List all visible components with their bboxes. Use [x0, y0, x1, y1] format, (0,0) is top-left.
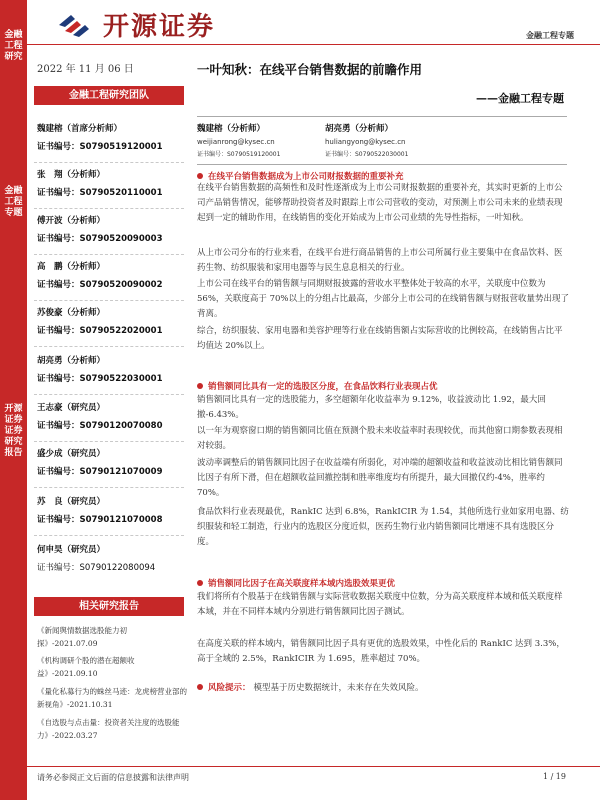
- paragraph: 以一年为观察窗口期的销售额同比值在预测个股未来收益率时表现较优，而其他窗口期参数表现相对较弱。: [197, 426, 563, 452]
- sidebar-label-topic: 金融工程专题: [4, 186, 23, 218]
- paragraph: 在高度关联的样本域内，销售额同比因子具有更优的选股效果，中性化后的 RankIC 达到 3.3%，高于全域的 2.5%，RankICIR 为 1.695，胜率超过 70%。: [197, 639, 565, 665]
- author-name: 魏建榕（分析师）: [197, 124, 266, 134]
- team-member-cert: 证书编号：S0790122080094: [37, 563, 156, 573]
- team-member: [37, 401, 187, 431]
- divider: [34, 300, 184, 301]
- team-member-name: 王志豪（研究员）: [37, 403, 106, 413]
- brand-name: 开源证券: [103, 12, 216, 42]
- paragraph: 销售额同比具有一定的选股能力，多空超额年化收益率为 9.12%，收益波动比 1.92，最大回撤-6.43%。: [197, 395, 546, 421]
- risk-text: 模型基于历史数据统计，未来存在失效风险。: [253, 683, 424, 693]
- team-member-cert: 证书编号：S0790121070009: [37, 467, 163, 477]
- related-report: 《机构调研个股的潜在超额收益》-2021.09.10: [37, 656, 135, 678]
- team-member-name: 魏建榕（首席分析师）: [37, 124, 123, 134]
- related-report: 《自选股与点击量：投资者关注度的选股能力》-2022.03.27: [37, 718, 180, 740]
- team-member-name: 苏 良（研究员）: [37, 497, 106, 507]
- section-heading-text: 销售额同比具有一定的选股区分度，在食品饮料行业表现占优: [208, 382, 438, 392]
- divider: [34, 487, 184, 488]
- team-member: [37, 354, 187, 384]
- section-heading: [197, 380, 438, 392]
- team-member: [37, 447, 187, 477]
- author-divider-top: [197, 116, 567, 117]
- page-number: 1 / 19: [542, 772, 566, 781]
- author-card: [197, 122, 280, 158]
- team-member: [37, 260, 187, 290]
- team-member-name: 胡亮勇（分析师）: [37, 356, 106, 366]
- bullet-icon: [197, 684, 203, 690]
- team-member-cert: 证书编号：S0790522030001: [37, 374, 163, 384]
- team-member-name: 何申昊（研究员）: [37, 545, 106, 555]
- team-member: [37, 168, 187, 198]
- bullet-icon: [197, 173, 203, 179]
- related-report: 《新闻舆情数据选股能力初探》-2021.07.09: [37, 626, 127, 648]
- team-member-cert: 证书编号：S0790522020001: [37, 326, 163, 336]
- paragraph: 波动率调整后的销售额同比因子在收益端有所弱化，对冲端的超额收益和收益波动比相比销售额同比因子有所下滑，但在超额收益回撤控制和胜率维度均有所提升，最大回撤仅约-4%，胜率约 70%。: [197, 458, 563, 499]
- author-cert: 证书编号：S0790522030001: [325, 151, 409, 158]
- team-member-cert: 证书编号：S0790520090002: [37, 280, 163, 290]
- bullet-icon: [197, 383, 203, 389]
- paragraph: 从上市公司分布的行业来看，在线平台进行商品销售的上市公司所属行业主要集中在食品饮料、医药生物、纺织服装和家用电器等与民生息息相关的行业。: [197, 248, 563, 274]
- team-member-name: 盛少成（研究员）: [37, 449, 106, 459]
- section-heading-text: 销售额同比因子在高关联度样本域内选股效果更优: [208, 579, 396, 589]
- sidebar-strip: [0, 0, 27, 800]
- paragraph: 上市公司在线平台的销售额与同期财报披露的营收水平整体处于较高的水平，关联度中位数为 56%，关联度高于 70%以上的分组占比最高，少部分上市公司的在线销售额与财报营收量势出现了背离。: [197, 279, 569, 320]
- author-cert: 证书编号：S0790519120001: [197, 151, 281, 158]
- header-divider: [27, 44, 600, 45]
- team-member-name: 张 翔（分析师）: [37, 170, 106, 180]
- header-report-type: 金融工程专题: [526, 31, 574, 40]
- logo-mark-icon: [57, 11, 97, 39]
- team-member: [37, 122, 187, 152]
- risk-warning: [197, 681, 424, 693]
- team-member-name: 苏俊豪（分析师）: [37, 308, 106, 318]
- team-member: [37, 495, 187, 525]
- bullet-icon: [197, 580, 203, 586]
- footer-divider: [27, 766, 600, 767]
- sidebar-label-research: 金融工程研究: [4, 30, 23, 62]
- related-heading: 相关研究报告: [34, 597, 184, 616]
- team-member: [37, 543, 187, 573]
- team-heading: 金融工程研究团队: [34, 86, 184, 105]
- risk-label: 风险提示：: [208, 683, 251, 693]
- report-date: 2022 年 11 月 06 日: [37, 64, 134, 75]
- divider: [34, 441, 184, 442]
- footer-disclaimer: 请务必参阅正文后面的信息披露和法律声明: [37, 773, 189, 782]
- section-heading: [197, 577, 395, 589]
- paragraph: 综合，纺织服装、家用电器和美容护理等行业在线销售额占实际营收的比例较高，在线销售占比平均值达 20%以上。: [197, 326, 563, 352]
- divider: [34, 162, 184, 163]
- sidebar-label-report: 开源证券 证券研究报告: [4, 404, 23, 458]
- team-member-name: 傅开波（分析师）: [37, 216, 106, 226]
- divider: [34, 254, 184, 255]
- divider: [34, 346, 184, 347]
- author-email[interactable]: weijianrong@kysec.cn: [197, 138, 275, 146]
- team-member: [37, 214, 187, 244]
- author-card: [325, 122, 408, 158]
- team-member-cert: 证书编号：S0790519120001: [37, 142, 163, 152]
- paragraph: 在线平台销售数据的高频性和及时性逐渐成为上市公司财报数据的重要补充，其实时更新的上市公司产品销售情况，能够帮助投资者及时跟踪上市公司营收的变动，对预测上市公司未来的业绩表现起到一定的辅助作用，在线销售的变化开始成为上市公司业绩的先导性指标，一叶知秋。: [197, 183, 563, 224]
- paragraph: 我们将所有个股基于在线销售额与实际营收数据关联度中位数，分为高关联度样本域和低关联度样本域，并在不同样本域内分别进行销售额同比因子测试。: [197, 592, 563, 618]
- divider: [34, 208, 184, 209]
- team-member-cert: 证书编号：S0790520090003: [37, 234, 163, 244]
- author-name: 胡亮勇（分析师）: [325, 124, 394, 134]
- report-subtitle: ——金融工程专题: [476, 92, 564, 105]
- divider: [34, 535, 184, 536]
- team-member-name: 高 鹏（分析师）: [37, 262, 106, 272]
- team-member: [37, 306, 187, 336]
- divider: [34, 394, 184, 395]
- related-report: 《量化私募行为的蛛丝马迹：龙虎榜营业部的新视角》-2021.10.31: [37, 687, 187, 709]
- team-member-cert: 证书编号：S0790121070008: [37, 515, 163, 525]
- paragraph: 食品饮料行业表现最优，RankIC 达到 6.8%，RankICIR 为 1.54，其他所选行业如家用电器、纺织服装和轻工制造，行业内的选股区分度近似，医药生物行业内销售额同比增速不具有选股区分度。: [197, 507, 569, 548]
- author-email[interactable]: huliangyong@kysec.cn: [325, 138, 406, 146]
- report-title: 一叶知秋：在线平台销售数据的前瞻作用: [197, 62, 423, 77]
- team-member-cert: 证书编号：S0790520110001: [37, 188, 163, 198]
- section-heading-text: 在线平台销售数据成为上市公司财报数据的重要补充: [208, 172, 404, 182]
- brand-logo: [57, 6, 215, 43]
- team-member-cert: 证书编号：S0790120070080: [37, 421, 163, 431]
- author-divider-bottom: [197, 164, 567, 165]
- page-header: [27, 0, 600, 48]
